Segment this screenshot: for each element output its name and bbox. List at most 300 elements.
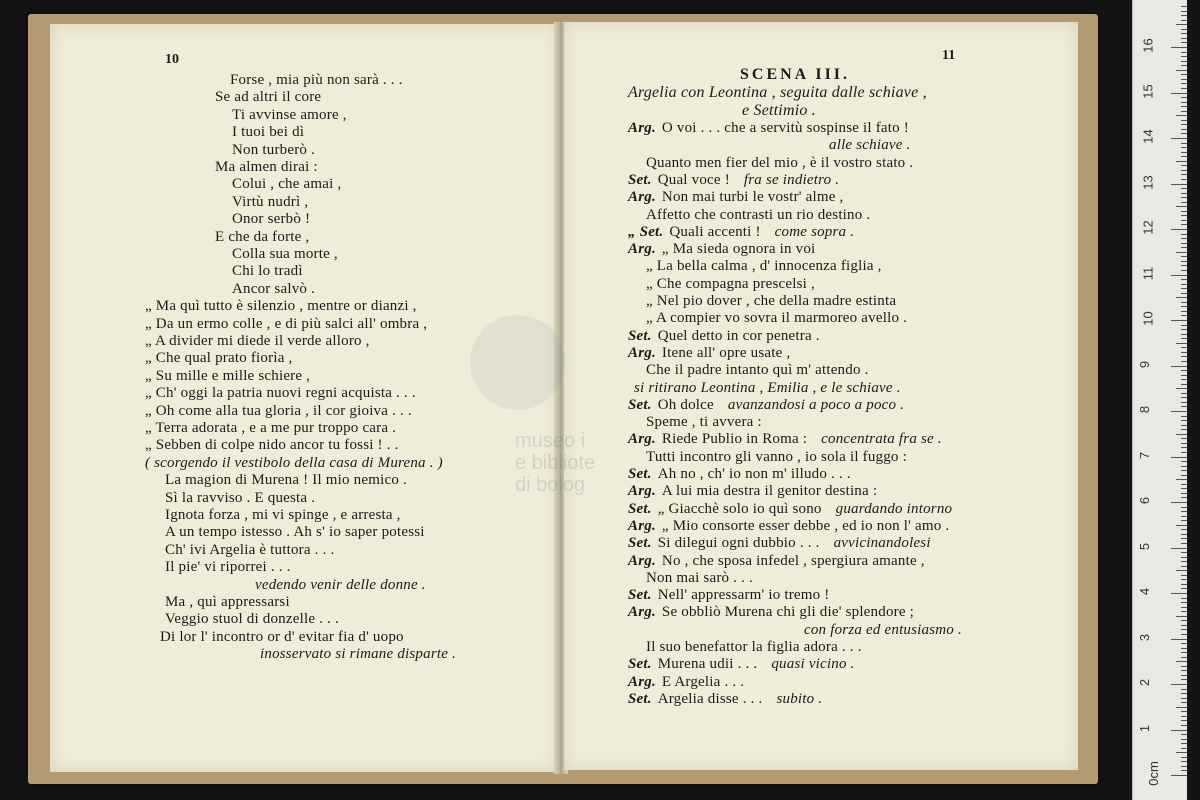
dialogue-line (628, 535, 931, 552)
ruler-tick (1176, 297, 1187, 298)
verse-line: Se ad altri il core (215, 89, 322, 106)
ruler-tick (1181, 56, 1187, 57)
dialogue-line (628, 397, 904, 414)
dialogue-line (646, 293, 896, 310)
ruler-tick (1181, 657, 1187, 658)
dialogue-text: O voi . . . che a servitù sospinse il fato ! (661, 120, 909, 136)
dialogue-text: Quel detto in cor penetra . (657, 327, 820, 344)
ruler-tick (1181, 243, 1187, 244)
ruler-tick (1181, 256, 1187, 257)
ruler-tick (1176, 388, 1187, 389)
dialogue-line (646, 414, 762, 431)
dialogue-text: Il suo benefattor la figlia adora . . . (646, 639, 862, 655)
dialogue-line (829, 137, 911, 154)
dialogue-text: „ A compier vo sovra il marmoreo avello . (646, 310, 908, 327)
ruler-tick (1181, 757, 1187, 758)
ruler-tick (1181, 202, 1187, 203)
ruler-label: 4 (1137, 587, 1153, 596)
ruler-tick (1171, 593, 1187, 594)
ruler-tick (1181, 516, 1187, 517)
dialogue-text: Nell' appressarm' io tremo ! (657, 587, 830, 604)
ruler-tick (1181, 211, 1187, 212)
ruler-tick (1171, 775, 1187, 776)
dialogue-line (628, 518, 949, 535)
verse-line: inosservato si rimane disparte . (260, 646, 456, 663)
dialogue-line (646, 155, 913, 172)
ruler-tick (1181, 11, 1187, 12)
ruler-tick (1181, 766, 1187, 767)
ruler-tick (1181, 625, 1187, 626)
ruler-tick (1181, 152, 1187, 153)
speaker-name: Set. (628, 656, 652, 673)
ruler-tick (1181, 520, 1187, 521)
speaker-name: Set. (628, 466, 652, 482)
verse-line: „ Oh come alla tua gloria , il cor gioiva . . . (145, 402, 412, 419)
ruler-tick (1171, 502, 1187, 503)
ruler-tick (1181, 97, 1187, 98)
ruler-tick (1181, 33, 1187, 34)
verse-line: Colui , che amai , (232, 176, 342, 193)
ruler-tick (1181, 120, 1187, 121)
ruler-tick (1181, 165, 1187, 166)
dialogue-text: „ Che compagna prescelsi , (646, 275, 815, 292)
dialogue-line (646, 449, 907, 466)
stage-direction: avvicinandolesi (833, 535, 931, 552)
dialogue-line (628, 224, 854, 241)
dialogue-text: Ah no , ch' io non m' illudo . . . (657, 466, 851, 482)
verse-line: Il pie' vi riporrei . . . (165, 559, 291, 576)
scene-subheading-1: Argelia con Leontina , seguita dalle schiave , (628, 84, 927, 101)
ruler-label: 5 (1137, 542, 1153, 550)
ruler-label: 11 (1140, 266, 1156, 280)
ruler-tick (1181, 302, 1187, 303)
ruler-tick (1181, 397, 1187, 398)
ruler-tick (1181, 484, 1187, 485)
ruler-tick (1181, 356, 1187, 357)
ruler-tick (1181, 507, 1187, 508)
speaker-name: Set. (628, 327, 652, 344)
ruler-tick (1181, 511, 1187, 512)
ruler-tick (1181, 361, 1187, 362)
ruler-tick (1181, 429, 1187, 430)
ruler-tick (1181, 534, 1187, 535)
verse-line: Veggio stuol di donzelle . . . (165, 611, 339, 628)
ruler-tick (1181, 224, 1187, 225)
ruler-tick (1181, 475, 1187, 476)
verse-line: A un tempo istesso . Ah s' io saper potessi (165, 524, 425, 541)
dialogue-text: No , che sposa infedel , spergiura amante , (661, 552, 925, 569)
ruler-tick (1181, 611, 1187, 612)
dialogue-line (628, 466, 851, 483)
ruler-tick (1181, 643, 1187, 644)
ruler-tick (1181, 220, 1187, 221)
ruler-tick (1181, 265, 1187, 266)
ruler-tick (1171, 730, 1187, 731)
ruler-tick (1181, 734, 1187, 735)
ruler-tick (1176, 479, 1187, 480)
dialogue-line (646, 639, 862, 656)
ruler-tick (1181, 393, 1187, 394)
ruler-tick (1171, 411, 1187, 412)
dialogue-text: Riede Publio in Roma : (661, 431, 808, 448)
ruler-tick (1171, 229, 1187, 230)
ruler-tick (1181, 543, 1187, 544)
stage-direction: fra se indietro . (743, 171, 840, 188)
ruler-tick (1171, 457, 1187, 458)
ruler-tick (1181, 15, 1187, 16)
ruler-tick (1181, 552, 1187, 553)
ruler-tick (1181, 579, 1187, 580)
ruler-tick (1176, 343, 1187, 344)
ruler-label: 14 (1140, 129, 1156, 144)
verse-line: Ch' ivi Argelia è tuttora . . . (165, 541, 335, 558)
speaker-name: Arg. (628, 483, 656, 500)
ruler-label: 9 (1137, 360, 1153, 368)
dialogue-text: Che il padre intanto quì m' attendo . (646, 362, 869, 379)
dialogue-line (628, 189, 844, 206)
dialogue-line (646, 258, 882, 275)
verse-line: „ Da un ermo colle , e di più salci all' ombra , (145, 315, 428, 332)
verse-line: „ Ma quì tutto è silenzio , mentre or dianzi , (145, 298, 417, 315)
verse-line: „ Sebben di colpe nido ancor tu fossi ! . . (145, 437, 399, 454)
verse-line: E che da forte , (215, 228, 310, 245)
verse-line: ( scorgendo il vestibolo della casa di Murena . ) (145, 454, 443, 471)
ruler-tick (1171, 639, 1187, 640)
ruler-tick (1181, 88, 1187, 89)
ruler-tick (1181, 670, 1187, 671)
ruler-label: 1 (1137, 724, 1153, 732)
ruler-tick (1181, 370, 1187, 371)
verse-line: Onor serbò ! (232, 211, 311, 228)
dialogue-line (628, 328, 820, 345)
ruler-tick (1181, 425, 1187, 426)
ruler-tick (1181, 311, 1187, 312)
verse-line: Non turberò . (232, 141, 315, 158)
scene-subheading-2: e Settimio . (742, 102, 816, 119)
dialogue-text: „ Nel pio dover , che della madre estinta (646, 293, 897, 309)
ruler-tick (1176, 707, 1187, 708)
dialogue-line (628, 120, 909, 137)
ruler-tick (1181, 711, 1187, 712)
ruler-label: 8 (1137, 405, 1153, 414)
ruler-tick (1181, 488, 1187, 489)
ruler-label: 0cm (1145, 761, 1161, 786)
verse-line: Ti avvinse amore , (232, 106, 347, 123)
dialogue-line (628, 604, 914, 621)
ruler-label: 12 (1140, 220, 1156, 235)
ruler-tick (1181, 598, 1187, 599)
ruler-tick (1181, 215, 1187, 216)
ruler-tick (1181, 557, 1187, 558)
ruler-tick (1181, 133, 1187, 134)
ruler-tick (1181, 270, 1187, 271)
dialogue-line (628, 345, 790, 362)
ruler-label: 6 (1137, 496, 1153, 505)
dialogue-line (628, 691, 822, 708)
speaker-name: Arg. (628, 189, 656, 206)
dialogue-text: Oh dolce (657, 396, 714, 413)
verse-line: Virtù nudrì , (232, 193, 309, 210)
dialogue-text: Itene all' opre usate , (661, 344, 791, 361)
ruler-tick (1181, 279, 1187, 280)
dialogue-text: „ Mio consorte esser debbe , ed io non l' amo . (661, 517, 950, 534)
page-number-left: 10 (165, 52, 179, 67)
ruler-tick (1181, 566, 1187, 567)
ruler-tick (1181, 739, 1187, 740)
dialogue-text: E Argelia . . . (661, 673, 745, 690)
ruler-tick (1171, 366, 1187, 367)
ruler-label: 7 (1137, 451, 1153, 459)
ruler-tick (1181, 761, 1187, 762)
ruler-tick (1181, 288, 1187, 289)
dialogue-line (646, 276, 815, 293)
dialogue-line (628, 501, 952, 518)
ruler-tick (1181, 61, 1187, 62)
ruler-tick (1181, 74, 1187, 75)
dialogue-line (804, 622, 962, 639)
ruler-tick (1181, 406, 1187, 407)
ruler-tick (1181, 284, 1187, 285)
ruler-tick (1176, 616, 1187, 617)
ruler-tick (1181, 156, 1187, 157)
ruler-tick (1181, 106, 1187, 107)
speaker-name: Set. (628, 396, 652, 413)
scene-heading: SCENA III. (740, 66, 851, 83)
ruler-tick (1181, 306, 1187, 307)
verse-line: vedendo venir delle donne . (255, 576, 426, 593)
ruler-tick (1181, 193, 1187, 194)
ruler-label: 16 (1140, 38, 1156, 53)
stage-direction: come sopra . (774, 223, 855, 240)
ruler-tick (1181, 124, 1187, 125)
ruler-tick (1181, 702, 1187, 703)
ruler-label: 3 (1137, 633, 1153, 641)
ruler-tick (1181, 197, 1187, 198)
dialogue-line (646, 570, 753, 587)
ruler-tick (1181, 29, 1187, 30)
ruler-tick (1176, 115, 1187, 116)
ruler-tick (1181, 352, 1187, 353)
speaker-name: Arg. (628, 517, 656, 534)
ruler-tick (1181, 52, 1187, 53)
dialogue-text: Quali accenti ! (669, 223, 761, 240)
ruler-tick (1181, 334, 1187, 335)
ruler-tick (1181, 170, 1187, 171)
stage-direction: con forza ed entusiasmo . (804, 621, 962, 638)
dialogue-line (646, 207, 870, 224)
dialogue-line (628, 241, 815, 258)
dialogue-text: „ Ma sieda ognora in voi (661, 241, 816, 258)
watermark-logo (470, 315, 565, 410)
verse-line: „ Che qual prato fiorìa , (145, 350, 293, 367)
ruler-tick (1181, 6, 1187, 7)
ruler-tick (1181, 748, 1187, 749)
ruler-tick (1181, 234, 1187, 235)
ruler-tick (1181, 648, 1187, 649)
ruler-label: 10 (1140, 311, 1156, 326)
dialogue-text: Speme , ti avvera : (646, 414, 762, 431)
ruler-tick (1181, 666, 1187, 667)
ruler-tick (1176, 206, 1187, 207)
verse-line: Chi lo tradì (232, 263, 303, 280)
dialogue-text: Murena udii . . . (657, 656, 758, 673)
ruler-tick (1181, 384, 1187, 385)
dialogue-line (646, 362, 869, 379)
ruler-tick (1181, 147, 1187, 148)
ruler-tick (1171, 548, 1187, 549)
dialogue-text: Affetto che contrasti un rio destino . (646, 206, 871, 223)
dialogue-line (646, 310, 907, 327)
ruler-tick (1181, 143, 1187, 144)
verse-line: Ma almen dirai : (215, 159, 318, 175)
speaker-name: „ Set. (628, 223, 664, 240)
dialogue-text: „ Giacchè solo io quì sono (657, 500, 822, 517)
ruler-tick (1181, 529, 1187, 530)
ruler-tick (1181, 83, 1187, 84)
ruler-tick (1176, 752, 1187, 753)
ruler-label: 2 (1137, 678, 1153, 687)
verse-line: „ Ch' oggi la patria nuovi regni acquista . . . (145, 385, 416, 402)
ruler-tick (1181, 561, 1187, 562)
ruler-tick (1181, 652, 1187, 653)
ruler-tick (1181, 338, 1187, 339)
ruler-tick (1181, 461, 1187, 462)
dialogue-text: Non mai turbi le vostr' alme , (661, 189, 844, 206)
ruler-tick (1181, 102, 1187, 103)
ruler-tick (1181, 65, 1187, 66)
ruler-tick (1181, 129, 1187, 130)
ruler-tick (1181, 443, 1187, 444)
ruler-tick (1181, 698, 1187, 699)
ruler-tick (1181, 188, 1187, 189)
stage-direction: si ritirano Leontina , Emilia , e le schiave . (634, 379, 901, 396)
dialogue-text: Si dilegui ogni dubbio . . . (657, 535, 820, 552)
ruler-tick (1181, 584, 1187, 585)
ruler-tick (1181, 329, 1187, 330)
ruler-tick (1181, 607, 1187, 608)
ruler-tick (1181, 402, 1187, 403)
ruler-tick (1181, 20, 1187, 21)
ruler-tick (1181, 725, 1187, 726)
ruler-tick (1176, 570, 1187, 571)
ruler-tick (1181, 38, 1187, 39)
speaker-name: Arg. (628, 604, 656, 621)
ruler-tick (1181, 452, 1187, 453)
verse-line: Forse , mia più non sarà . . . (230, 72, 403, 88)
verse-line: Ancor salvò . (232, 280, 315, 297)
ruler-label: 15 (1140, 83, 1156, 99)
speaker-name: Arg. (628, 552, 656, 569)
verse-line: Di lor l' incontro or d' evitar fia d' uopo (160, 628, 404, 645)
dialogue-line (628, 431, 942, 448)
ruler-tick (1181, 174, 1187, 175)
verse-line: „ Su mille e mille schiere , (145, 367, 311, 384)
dialogue-line (634, 380, 901, 397)
ruler-tick (1171, 275, 1187, 276)
verse-line: Colla sua morte , (232, 246, 338, 262)
ruler-tick (1171, 684, 1187, 685)
ruler-tick (1181, 438, 1187, 439)
dialogue-text: Qual voce ! (657, 171, 730, 188)
dialogue-line (628, 172, 839, 189)
ruler-tick (1181, 629, 1187, 630)
dialogue-line (628, 656, 855, 673)
ruler-tick (1181, 416, 1187, 417)
ruler-tick (1181, 675, 1187, 676)
ruler-tick (1176, 661, 1187, 662)
speaker-name: Set. (628, 690, 652, 707)
ruler-tick (1176, 252, 1187, 253)
watermark-text: museo i e bibliote di bolog (515, 430, 596, 496)
ruler-tick (1181, 743, 1187, 744)
speaker-name: Arg. (628, 241, 656, 258)
stage-direction: alle schiave . (829, 137, 911, 154)
stage-direction: guardando intorno (835, 500, 953, 517)
ruler-tick (1181, 325, 1187, 326)
left-page (50, 24, 558, 772)
ruler-tick (1181, 466, 1187, 467)
ruler-tick (1181, 247, 1187, 248)
ruler-tick (1181, 79, 1187, 80)
speaker-name: Set. (628, 500, 652, 517)
speaker-name: Arg. (628, 673, 656, 690)
ruler-tick (1181, 634, 1187, 635)
stage-direction: concentrata fra se . (821, 431, 942, 448)
speaker-name: Arg. (628, 344, 656, 361)
ruler-tick (1171, 93, 1187, 94)
ruler-tick (1181, 693, 1187, 694)
verse-line: I tuoi bei dì (232, 124, 305, 141)
verse-line: „ A divider mi diede il verde alloro , (145, 333, 370, 349)
ruler-tick (1176, 434, 1187, 435)
dialogue-text: „ La bella calma , d' innocenza figlia , (646, 258, 882, 275)
dialogue-text: Argelia disse . . . (657, 690, 763, 707)
dialogue-line (628, 674, 744, 691)
ruler-tick (1176, 161, 1187, 162)
ruler-tick (1181, 379, 1187, 380)
ruler-tick (1181, 347, 1187, 348)
ruler-label: 13 (1140, 174, 1156, 190)
speaker-name: Arg. (628, 431, 656, 448)
speaker-name: Set. (628, 535, 652, 552)
ruler-tick (1181, 493, 1187, 494)
stage-direction: avanzandosi a poco a poco . (727, 396, 905, 413)
ruler-tick (1181, 588, 1187, 589)
ruler-tick (1181, 315, 1187, 316)
stage-direction: subito . (776, 690, 823, 707)
dialogue-text: Non mai sarò . . . (646, 569, 753, 586)
page-number-right: 11 (942, 48, 956, 63)
dialogue-text: Se obbliò Murena chi gli die' splendore ; (661, 604, 915, 621)
ruler-tick (1181, 447, 1187, 448)
ruler-tick (1181, 470, 1187, 471)
ruler-tick (1181, 179, 1187, 180)
verse-line: Ma , quì appressarsi (165, 594, 290, 610)
speaker-name: Arg. (628, 120, 656, 136)
ruler-tick (1181, 689, 1187, 690)
dialogue-text: Quanto men fier del mio , è il vostro stato . (646, 154, 914, 171)
speaker-name: Set. (628, 171, 652, 188)
verse-line: „ Terra adorata , e a me pur troppo cara . (145, 420, 397, 436)
ruler-tick (1181, 620, 1187, 621)
ruler-tick (1181, 293, 1187, 294)
ruler-tick (1176, 24, 1187, 25)
ruler-tick (1181, 770, 1187, 771)
verse-line: Ignota forza , mi vi spinge , e arresta , (165, 507, 401, 523)
ruler-tick (1181, 238, 1187, 239)
ruler-tick (1181, 602, 1187, 603)
ruler-tick (1181, 716, 1187, 717)
